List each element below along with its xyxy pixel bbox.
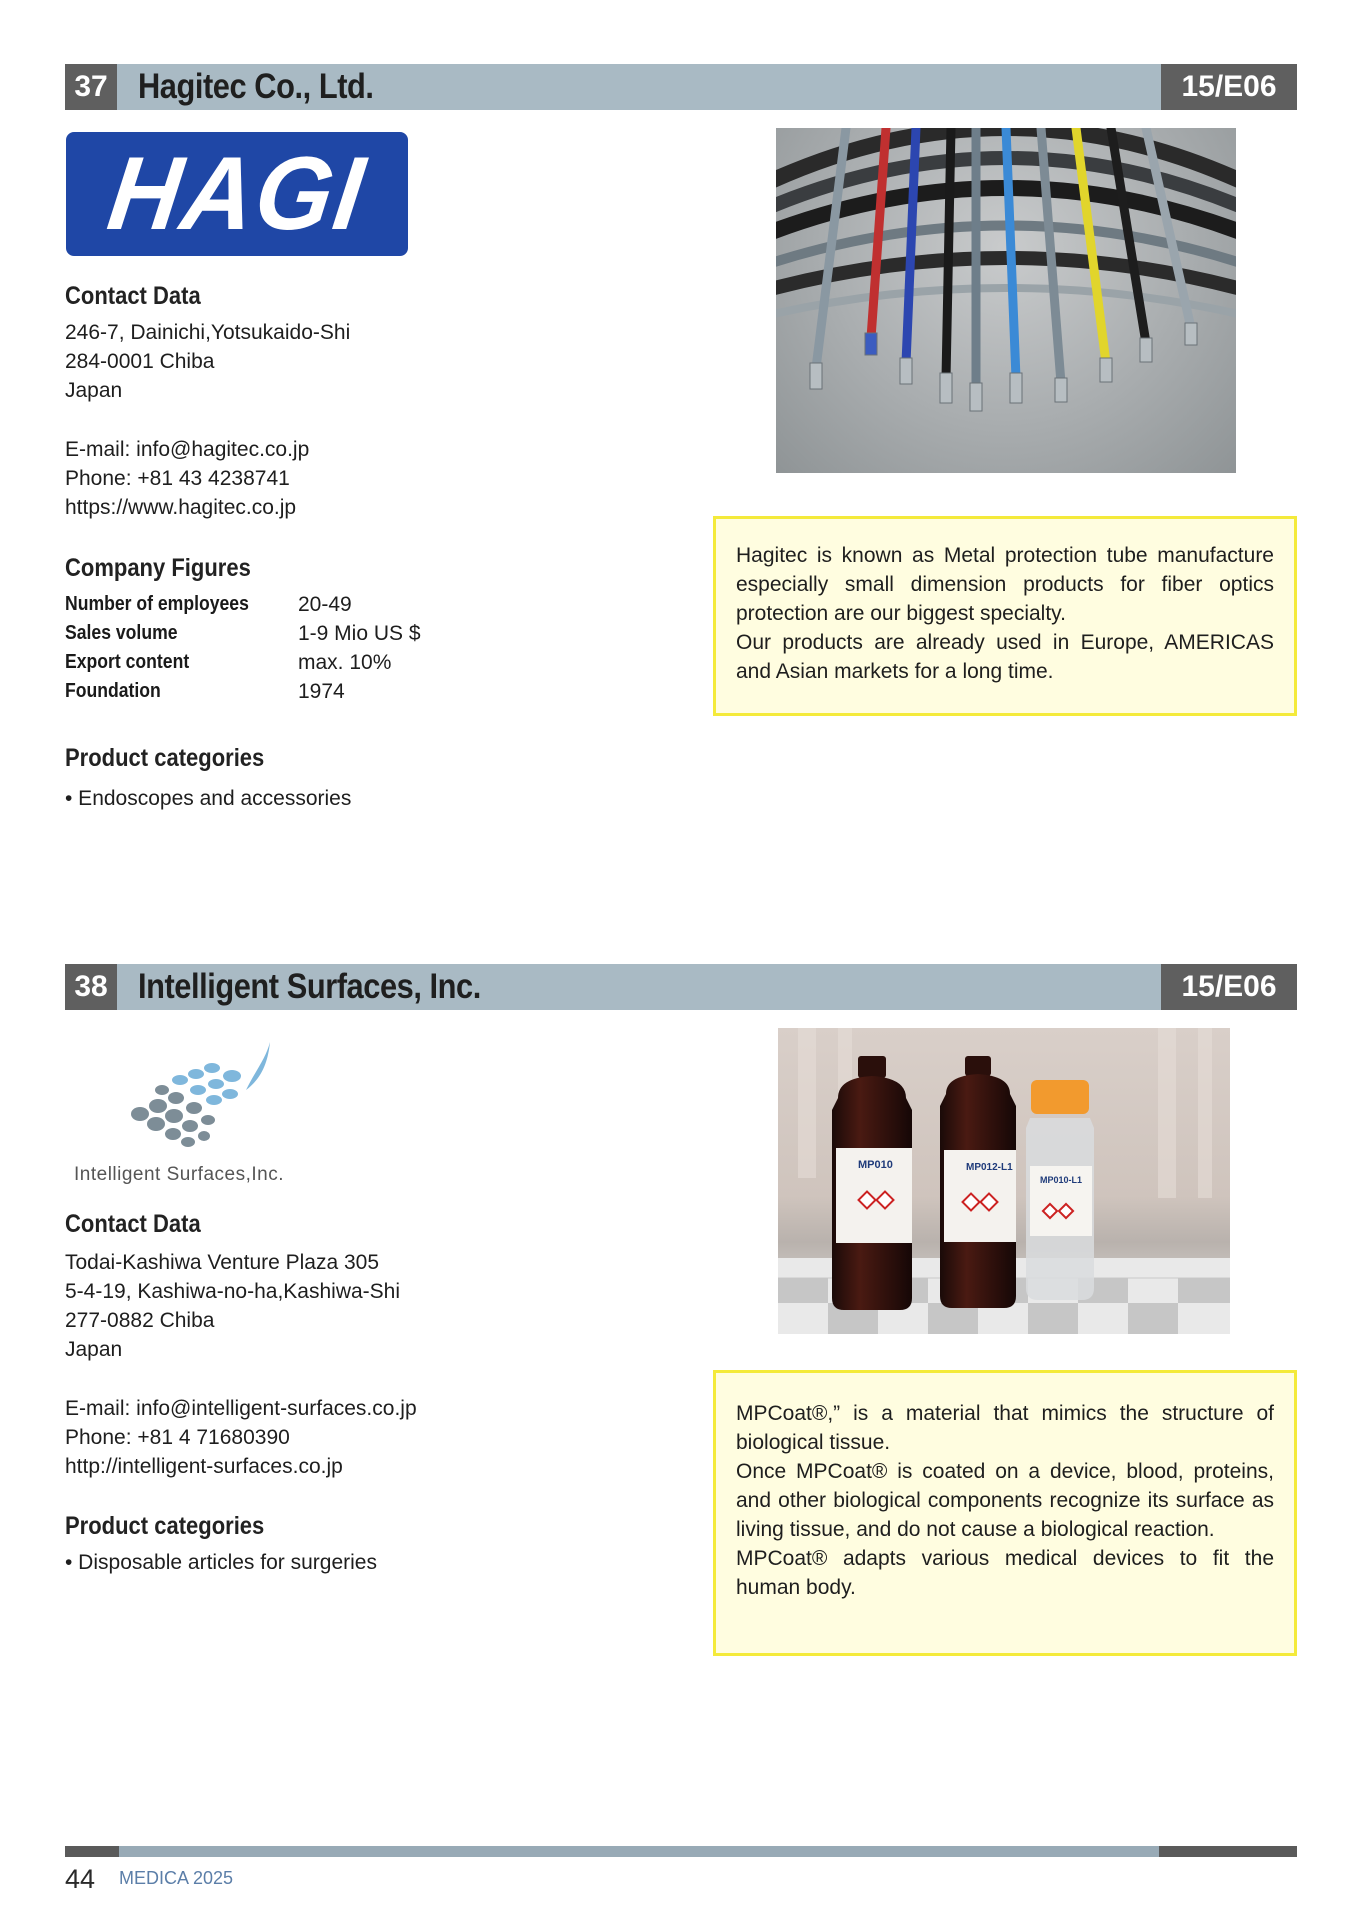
description-paragraph: MPCoat® adapts various medical devices to fit the human body. xyxy=(736,1547,1274,1599)
entry-number: 38 xyxy=(65,964,117,1010)
figure-row xyxy=(65,648,465,677)
footer-rule-right xyxy=(1159,1846,1297,1857)
figure-value: 20-49 xyxy=(298,593,352,616)
footer-rule xyxy=(65,1846,1297,1857)
address-block xyxy=(65,1248,400,1364)
entry-header-38 xyxy=(65,964,1297,1010)
phone-number: Phone: +81 43 4238741 xyxy=(65,467,290,490)
address-line: 277-0882 Chiba xyxy=(65,1309,215,1332)
hagi-logo xyxy=(66,132,408,256)
description-paragraph: Hagitec is known as Metal protection tube manufacture especially small dimension products for fiber optics protection are our biggest specialty. xyxy=(736,544,1274,625)
categories-heading: Product categories xyxy=(65,1512,265,1540)
email-link[interactable]: E-mail: info@intelligent-surfaces.co.jp xyxy=(65,1397,417,1420)
bottle-label: MP010 xyxy=(858,1159,893,1171)
contact-heading: Contact Data xyxy=(65,1210,201,1238)
figure-value: 1974 xyxy=(298,680,345,703)
page-number: 44 xyxy=(65,1864,96,1894)
address-block xyxy=(65,318,350,405)
figure-value: max. 10% xyxy=(298,651,392,674)
figure-row xyxy=(65,619,465,648)
product-photo-bottles xyxy=(778,1028,1230,1334)
contact-heading: Contact Data xyxy=(65,282,201,310)
bottle-label: MP010-L1 xyxy=(1040,1175,1083,1185)
description-paragraph: Our products are already used in Europe, AMERICAS and Asian markets for a long time. xyxy=(736,631,1274,683)
company-name: Hagitec Co., Ltd. xyxy=(138,67,374,106)
category-item: • Endoscopes and accessories xyxy=(65,787,352,810)
figure-label: Foundation xyxy=(65,680,161,702)
figure-label: Export content xyxy=(65,651,190,673)
description-box xyxy=(713,1370,1297,1656)
address-line: 5-4-19, Kashiwa-no-ha,Kashiwa-Shi xyxy=(65,1280,401,1303)
tubes-illustration xyxy=(776,128,1236,473)
company-name: Intelligent Surfaces, Inc. xyxy=(138,967,481,1006)
address-line: Japan xyxy=(65,1338,123,1361)
description-paragraph: Once MPCoat® is coated on a device, blood, proteins, and other biological components recognize its surface as living tissue, and do not cause a biological reaction. xyxy=(736,1460,1274,1541)
address-line: Todai-Kashiwa Venture Plaza 305 xyxy=(65,1251,380,1274)
figures-heading: Company Figures xyxy=(65,554,251,582)
entry-number: 37 xyxy=(65,64,117,110)
website-link[interactable]: http://intelligent-surfaces.co.jp xyxy=(65,1455,343,1478)
description-paragraph: MPCoat®,” is a material that mimics the structure of biological tissue. xyxy=(736,1402,1274,1454)
address-line: Japan xyxy=(65,379,123,402)
footer-rule-left xyxy=(65,1846,119,1857)
website-link[interactable]: https://www.hagitec.co.jp xyxy=(65,496,297,519)
address-line: 246-7, Dainichi,Yotsukaido-Shi xyxy=(65,321,351,344)
description-box xyxy=(713,516,1297,716)
contact-details xyxy=(65,1394,417,1481)
figure-label: Number of employees xyxy=(65,593,249,615)
figure-value: 1-9 Mio US $ xyxy=(298,622,421,645)
entry-header-37 xyxy=(65,64,1297,110)
address-line: 284-0001 Chiba xyxy=(65,350,215,373)
figure-row xyxy=(65,677,465,706)
categories-heading: Product categories xyxy=(65,744,265,772)
logo-text: HAGI xyxy=(101,136,373,252)
email-link[interactable]: E-mail: info@hagitec.co.jp xyxy=(65,438,310,461)
product-photo-tubes xyxy=(776,128,1236,473)
booth-number: 15/E06 xyxy=(1161,964,1297,1010)
intelligent-surfaces-logo xyxy=(70,1024,340,1194)
figure-row xyxy=(65,590,465,619)
booth-number: 15/E06 xyxy=(1161,64,1297,110)
company-figures-table xyxy=(65,590,465,706)
bottles-illustration xyxy=(778,1028,1230,1334)
leaf-dots-icon xyxy=(70,1024,340,1154)
bottle-label: MP012-L1 xyxy=(966,1162,1013,1173)
figure-label: Sales volume xyxy=(65,622,178,644)
contact-details xyxy=(65,435,309,522)
phone-number: Phone: +81 4 71680390 xyxy=(65,1426,290,1449)
publication-name: MEDICA 2025 xyxy=(119,1868,234,1888)
logo-wordmark: Intelligent Surfaces,Inc. xyxy=(74,1164,284,1185)
category-item: • Disposable articles for surgeries xyxy=(65,1551,377,1574)
